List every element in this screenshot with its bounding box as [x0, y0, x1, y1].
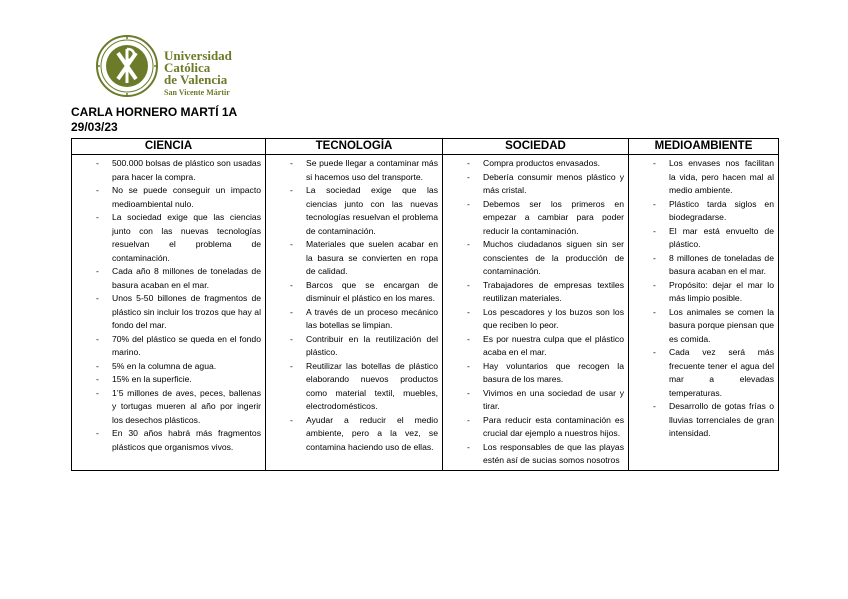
university-seal-icon — [92, 35, 162, 97]
column-ciencia — [72, 155, 266, 471]
list-item: - Hay voluntarios que recogen la basura de los mares. — [447, 360, 624, 387]
header-ciencia: CIENCIA — [72, 139, 266, 155]
cts-table — [71, 138, 779, 471]
list-item: - La sociedad exige que las ciencias junto con las nuevas tecnologías resuelvan el problema de contaminación. — [270, 184, 438, 238]
list-item: - Materiales que suelen acabar en la basura se convierten en ropa de calidad. — [270, 238, 438, 279]
tecnologia-list — [270, 157, 438, 454]
ciencia-list — [76, 157, 261, 454]
sociedad-list — [447, 157, 624, 468]
list-item: - Los animales se comen la basura porque piensan que es comida. — [633, 306, 774, 347]
list-item: - 15% en la superficie. — [76, 373, 261, 387]
list-item: - Barcos que se encargan de disminuir el plástico en los mares. — [270, 279, 438, 306]
list-item: - 5% en la columna de agua. — [76, 360, 261, 374]
medioambiente-list — [633, 157, 774, 441]
list-item: - Reutilizar las botellas de plástico elaborando nuevos productos como material textil, muebles, electrodomésticos. — [270, 360, 438, 414]
list-item: - La sociedad exige que las ciencias junto con las nuevas tecnologías resuelvan el problema de contaminación. — [76, 211, 261, 265]
list-item: - En 30 años habrá más fragmentos plásticos que organismos vivos. — [76, 427, 261, 454]
list-item: - 1’5 millones de aves, peces, ballenas y tortugas mueren al año por ingerir los desechos plásticos. — [76, 387, 261, 428]
list-item: - Es por nuestra culpa que el plástico acaba en el mar. — [447, 333, 624, 360]
list-item: - Contribuir en la reutilización del plástico. — [270, 333, 438, 360]
table-row — [72, 155, 779, 471]
list-item: - Unos 5-50 billones de fragmentos de plástico sin incluir los trozos que hay al fondo del mar. — [76, 292, 261, 333]
university-name-line-3: de Valencia — [164, 72, 228, 87]
list-item: - Ayudar a reducir el medio ambiente, pero a la vez, se contamina haciendo uso de ellas. — [270, 414, 438, 455]
list-item: - Los responsables de que las playas estén así de sucias somos nosotros — [447, 441, 624, 468]
column-tecnologia — [266, 155, 443, 471]
header-sociedad: SOCIEDAD — [443, 139, 629, 155]
university-name-line-1: Universidad — [164, 48, 232, 63]
header-tecnologia: TECNOLOGÍA — [266, 139, 443, 155]
list-item: - Cada vez será más frecuente tener el agua del mar a elevadas temperaturas. — [633, 346, 774, 400]
university-name-line-4: San Vicente Mártir — [164, 88, 230, 97]
list-item: - 8 millones de toneladas de basura acaban en el mar. — [633, 252, 774, 279]
list-item: - Vivimos en una sociedad de usar y tirar. — [447, 387, 624, 414]
list-item: - Para reducir esta contaminación es crucial dar ejemplo a nuestros hijos. — [447, 414, 624, 441]
header-medioambiente: MEDIOAMBIENTE — [629, 139, 779, 155]
list-item: - Desarrollo de gotas frías o lluvias torrenciales de gran intensidad. — [633, 400, 774, 441]
list-item: - Cada año 8 millones de toneladas de basura acaban en el mar. — [76, 265, 261, 292]
author-name: CARLA HORNERO MARTÍ 1A — [71, 105, 238, 119]
list-item: - A través de un proceso mecánico las botellas se limpian. — [270, 306, 438, 333]
list-item: - Compra productos envasados. — [447, 157, 624, 171]
list-item: - Muchos ciudadanos siguen sin ser conscientes de la producción de contaminación. — [447, 238, 624, 279]
list-item: - Propósito: dejar el mar lo más limpio posible. — [633, 279, 774, 306]
document-date: 29/03/23 — [71, 120, 118, 134]
list-item: - Plástico tarda siglos en biodegradarse. — [633, 198, 774, 225]
list-item: - Debemos ser los primeros en empezar a cambiar para poder reducir la contaminación. — [447, 198, 624, 239]
list-item: - No se puede conseguir un impacto medioambiental nulo. — [76, 184, 261, 211]
list-item: - Se puede llegar a contaminar más si hacemos uso del transporte. — [270, 157, 438, 184]
document-header — [71, 105, 237, 135]
university-name — [164, 50, 232, 99]
list-item: - Trabajadores de empresas textiles reutilizan materiales. — [447, 279, 624, 306]
list-item: - Los pescadores y los buzos son los que reciben lo peor. — [447, 306, 624, 333]
table-header-row — [72, 139, 779, 155]
column-sociedad — [443, 155, 629, 471]
column-medioambiente — [629, 155, 779, 471]
list-item: - El mar está envuelto de plástico. — [633, 225, 774, 252]
list-item: - 500.000 bolsas de plástico son usadas para hacer la compra. — [76, 157, 261, 184]
list-item: - Debería consumir menos plástico y más cristal. — [447, 171, 624, 198]
list-item: - 70% del plástico se queda en el fondo marino. — [76, 333, 261, 360]
list-item: - Los envases nos facilitan la vida, pero hacen mal al medio ambiente. — [633, 157, 774, 198]
university-name-line-2: Católica — [164, 60, 211, 75]
